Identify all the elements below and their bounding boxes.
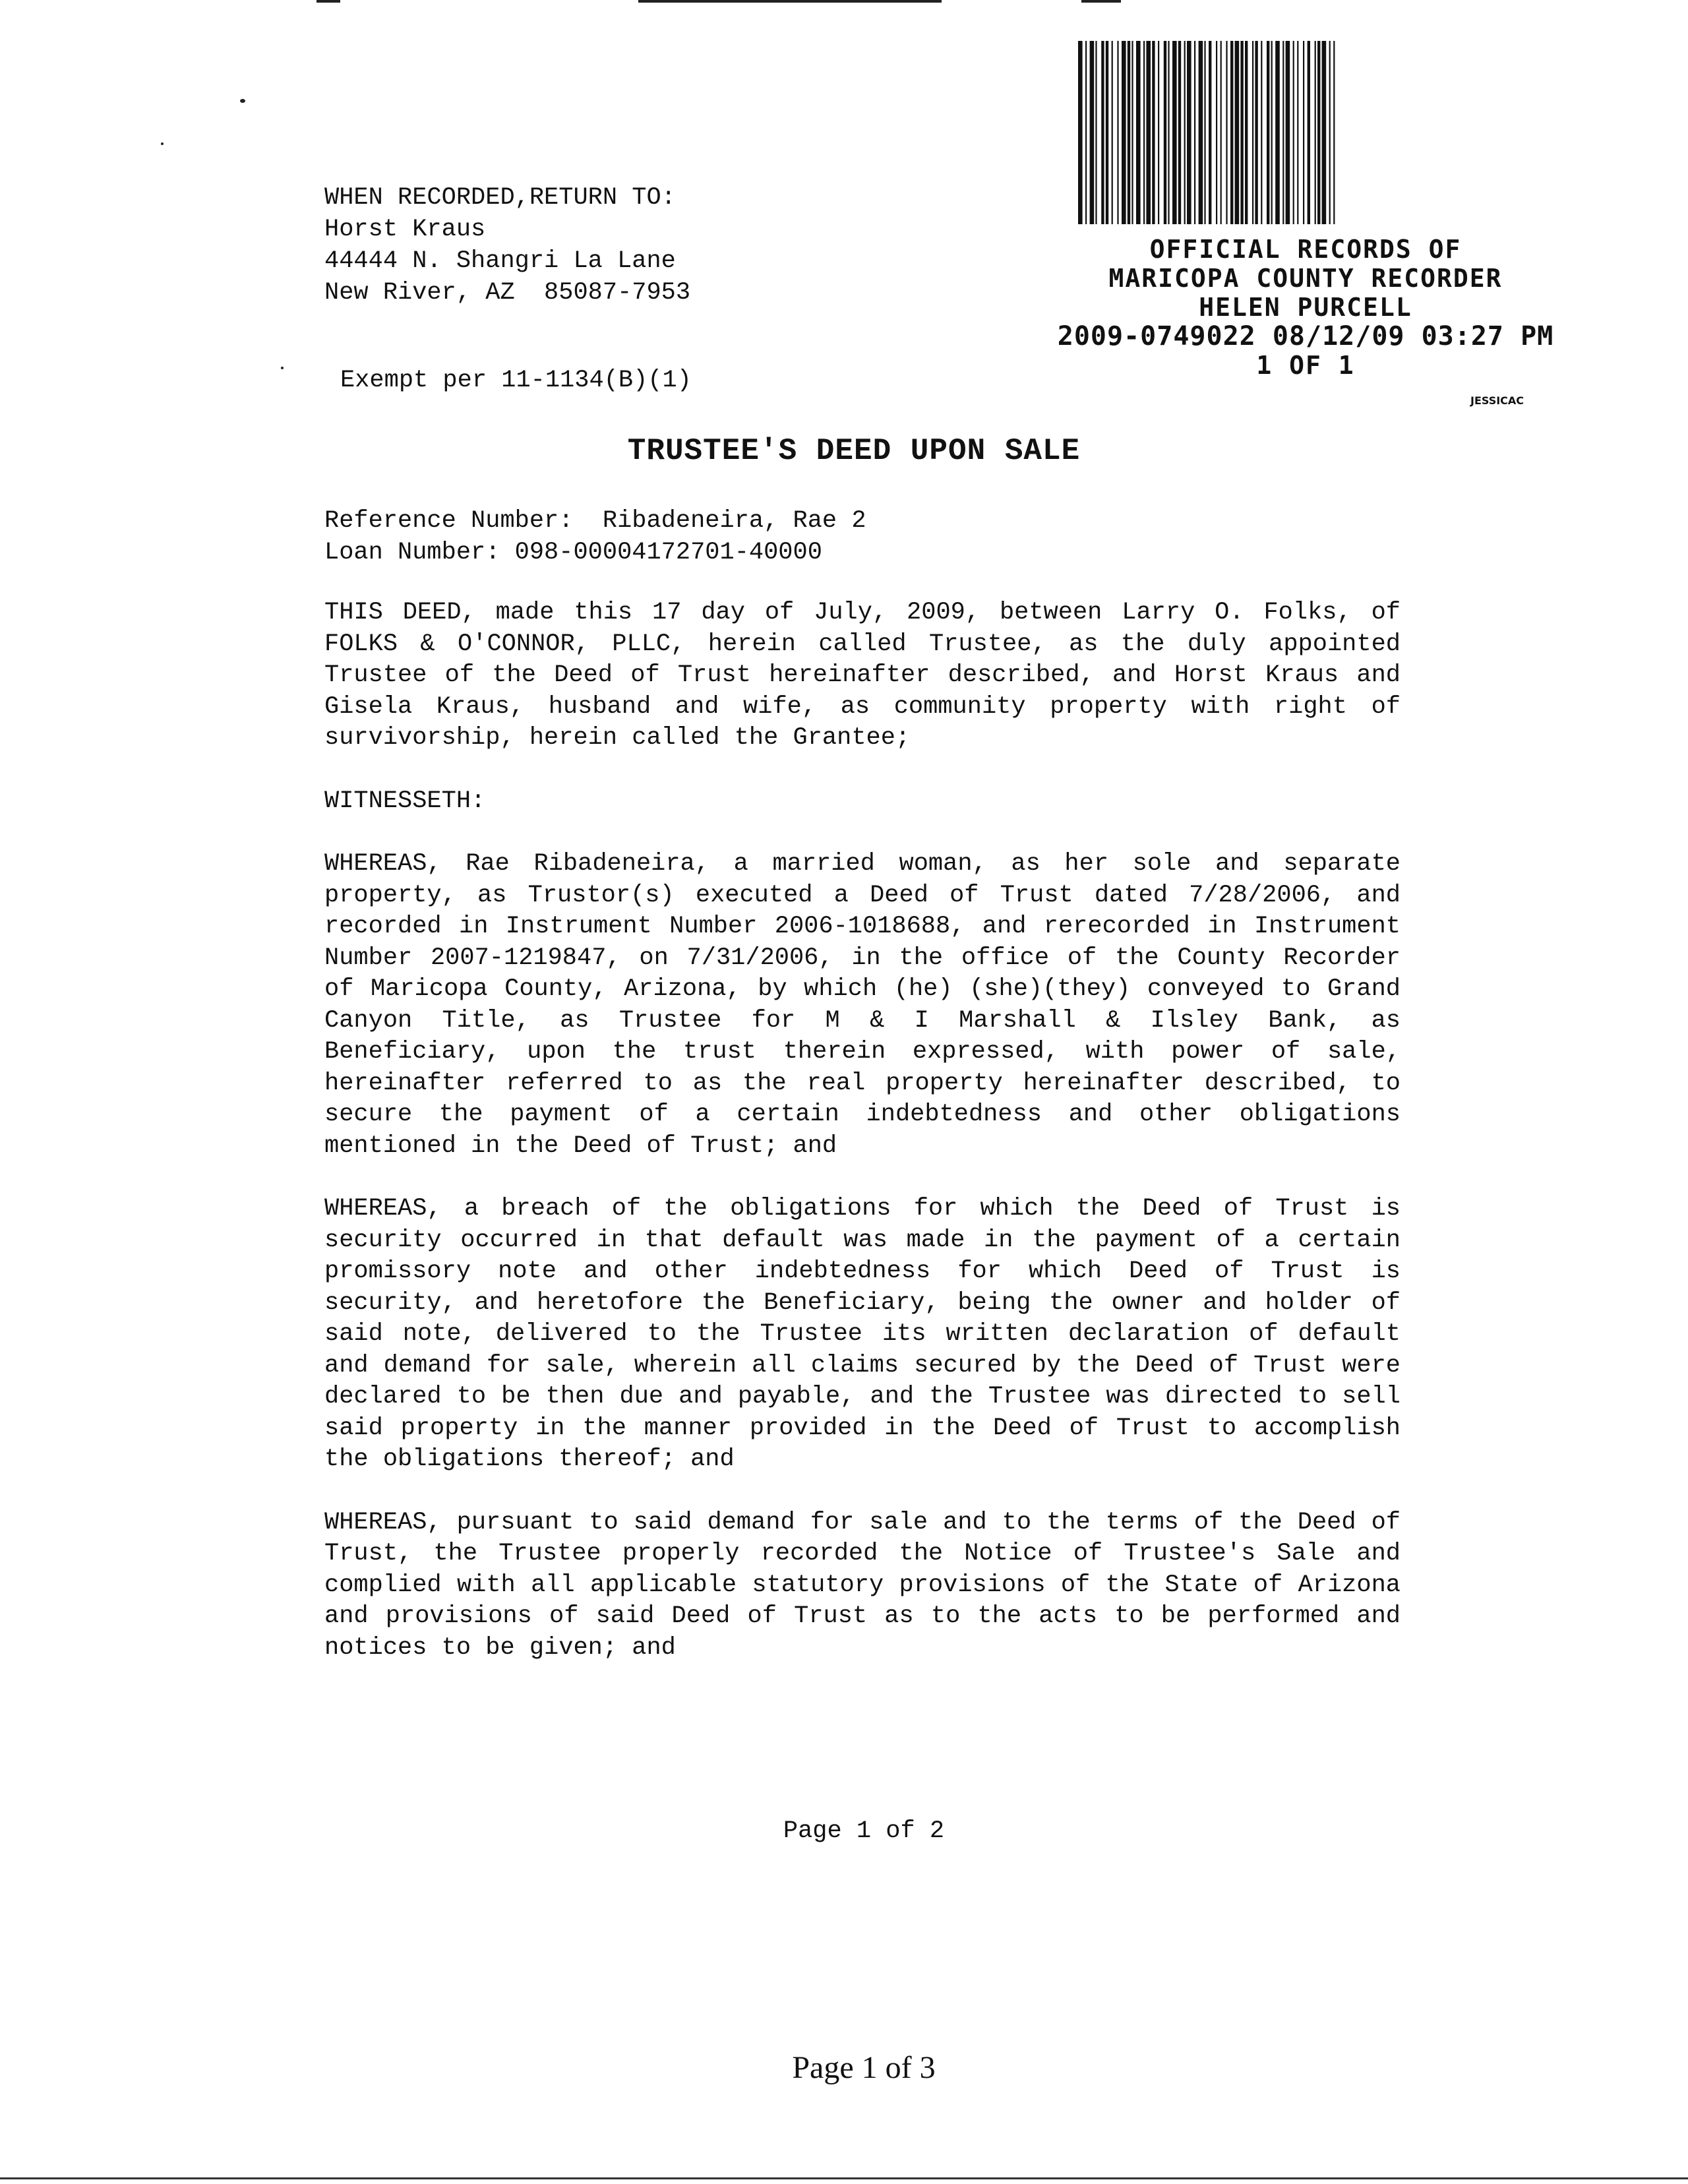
recorder-line-1: OFFICIAL RECORDS OF: [1149, 235, 1462, 264]
barcode-bar: [1275, 41, 1280, 224]
recorder-line-2: MARICOPA COUNTY RECORDER: [1108, 264, 1503, 293]
barcode-bar: [1315, 41, 1316, 224]
return-city: New River, AZ 85087-7953: [324, 279, 691, 307]
barcode-bar: [1117, 41, 1118, 224]
barcode-bar: [1235, 41, 1240, 224]
barcode-bar: [1194, 41, 1195, 224]
barcode-bar: [1322, 41, 1327, 224]
document-title: TRUSTEE'S DEED UPON SALE: [627, 434, 1081, 468]
barcode-bar: [1131, 41, 1133, 224]
barcode-bar: [1317, 41, 1320, 224]
scan-artifact-top-left: [316, 0, 340, 3]
scan-artifact-bottom: [0, 2177, 1688, 2179]
barcode-bar: [1122, 41, 1126, 224]
paragraph-whereas-trust: WHEREAS, Rae Ribadeneira, a married woman, as her sole and separate property, as Trustor(s) executed a Deed of Trust dated 7/28/2006, and recorded in Instrument Number 2006-1018688, and rerecorded in Instrument Number 2007-1219847, on 7/31/2006, in the office of the County Recorder of Maricopa County, Arizona, by which (he) (she)(they) conveyed to Grand Canyon Title, as Trustee for M & I Marshall & Ilsley Bank, as Beneficiary, upon the trust therein expressed, with power of sale, hereinafter referred to as the real property hereinafter described, to secure the payment of a certain indebtedness and other obligations mentioned in the Deed of Trust; and: [324, 850, 1401, 1160]
barcode-bar: [1221, 41, 1222, 224]
barcode-bar: [1240, 41, 1243, 224]
loan-number: Loan Number: 098-00004172701-40000: [324, 539, 822, 566]
page-footer: Page 1 of 3: [792, 2050, 936, 2085]
paragraph-deed-parties: THIS DEED, made this 17 day of July, 2009, between Larry O. Folks, of FOLKS & O'CONNOR, PLLC, herein called Trustee, as the duly appointed Trustee of the Deed of Trust hereinafter described, and Horst Kraus and Gisela Kraus, husband and wife, as community property with right of survivorship, herein called the Grantee;: [324, 599, 1401, 752]
exempt-notice: Exempt per 11-1134(B)(1): [340, 367, 692, 394]
barcode-bar: [1090, 41, 1095, 224]
recorder-stamp: [1029, 235, 1582, 380]
barcode-bar: [1282, 41, 1284, 224]
barcode-bar: [1187, 41, 1191, 224]
barcode-bar: [1286, 41, 1290, 224]
barcode-bar: [1199, 41, 1203, 224]
recorder-page-count: 1 OF 1: [1256, 351, 1355, 380]
barcode-bar: [1106, 41, 1108, 224]
return-name: Horst Kraus: [324, 216, 486, 243]
scan-speck: [281, 367, 284, 369]
barcode-bar: [1078, 41, 1083, 224]
barcode-bar: [1204, 41, 1205, 224]
barcode-bar: [1172, 41, 1177, 224]
barcode-bar: [1095, 41, 1097, 224]
witnesseth-label: WITNESSETH:: [324, 787, 486, 815]
paragraph-whereas-notice: WHEREAS, pursuant to said demand for sale and to the terms of the Deed of Trust, the Trustee properly recorded the Notice of Trustee's Sale and complied with all applicable statutory provisions of the State of Arizona and provisions of said Deed of Trust as to the acts to be performed and notices to be given; and: [324, 1508, 1401, 1662]
barcode-bar: [1261, 41, 1262, 224]
barcode-bar: [1230, 41, 1233, 224]
barcode-bar: [1184, 41, 1186, 224]
barcode-bar: [1308, 41, 1310, 224]
return-address-block: [324, 182, 690, 309]
reference-number: Reference Number: Ribadeneira, Rae 2: [324, 507, 866, 535]
barcode-bar: [1297, 41, 1298, 224]
scan-speck: [240, 99, 245, 103]
barcode-bar: [1101, 41, 1104, 224]
barcode-bar: [1152, 41, 1155, 224]
barcode-bar: [1303, 41, 1304, 224]
barcode-bar: [1146, 41, 1151, 224]
barcode-bar: [1112, 41, 1113, 224]
recording-number: 2009-0749022 08/12/09 03:27 PM: [1057, 321, 1554, 351]
scan-artifact-top-center: [638, 0, 942, 3]
barcode-image: [1078, 41, 1493, 224]
return-header: WHEN RECORDED,RETURN TO:: [324, 184, 676, 212]
barcode-bar: [1136, 41, 1141, 224]
page-number: Page 1 of 2: [783, 1817, 945, 1845]
reference-block: [324, 505, 866, 568]
barcode-bar: [1271, 41, 1273, 224]
barcode-bar: [1216, 41, 1217, 224]
barcode-bar: [1255, 41, 1257, 224]
scan-artifact-top-right: [1081, 0, 1121, 3]
barcode-bar: [1252, 41, 1253, 224]
barcode-bar: [1164, 41, 1166, 224]
barcode-bar: [1226, 41, 1227, 224]
paragraph-whereas-breach: WHEREAS, a breach of the obligations for which the Deed of Trust is security occurred in that default was made in the payment of a certain promissory note and other indebtedness for which Deed of Trust is security, and heretofore the Beneficiary, being the owner and holder of said note, delivered to the Trustee its written declaration of default and demand for sale, wherein all claims secured by the Deed of Trust were declared to be then due and payable, and the Trustee was directed to sell said property in the manner provided in the Deed of Trust to accomplish the obligations thereof; and: [324, 1195, 1401, 1473]
barcode-bar: [1085, 41, 1087, 224]
barcode-bar: [1143, 41, 1145, 224]
barcode-bar: [1267, 41, 1269, 224]
barcode-bar: [1168, 41, 1169, 224]
deed-body: [324, 597, 1401, 1695]
scan-speck: [161, 142, 164, 145]
recorder-line-3: HELEN PURCELL: [1199, 293, 1412, 322]
barcode-bar: [1333, 41, 1335, 224]
barcode-bar: [1209, 41, 1211, 224]
clerk-id: JESSICAC: [1470, 394, 1524, 407]
barcode-bar: [1178, 41, 1181, 224]
return-street: 44444 N. Shangri La Lane: [324, 247, 676, 275]
barcode-bar: [1329, 41, 1331, 224]
barcode-bar: [1158, 41, 1159, 224]
barcode-bar: [1128, 41, 1130, 224]
barcode-bar: [1293, 41, 1294, 224]
barcode-bar: [1245, 41, 1248, 224]
